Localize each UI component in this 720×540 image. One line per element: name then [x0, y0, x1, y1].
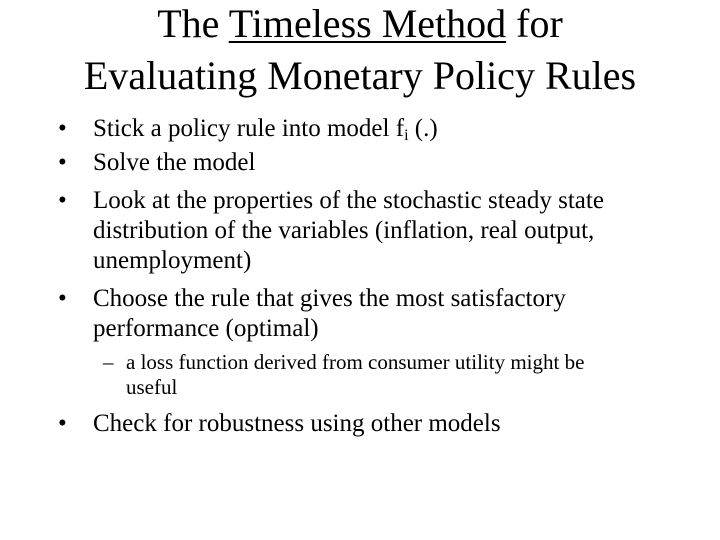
sub-bullet-line-1: a loss function derived from consumer utility might be — [126, 350, 585, 374]
title-prefix: The — [157, 1, 229, 46]
bullet-item-2: Solve the model — [93, 149, 256, 176]
sub-bullet-line-2: useful — [126, 375, 178, 399]
bullet-item-3-line-3: unemployment) — [93, 247, 252, 274]
bullet-marker: • — [58, 115, 67, 142]
sub-bullet-marker: – — [103, 350, 114, 374]
bullet-1-text: Stick a policy rule into model f — [93, 115, 405, 142]
bullet-1-subscript: i — [404, 127, 409, 144]
title-line-1 — [0, 0, 720, 48]
bullet-marker: • — [58, 149, 67, 176]
bullet-item-4-line-1: Choose the rule that gives the most satisfactory — [93, 285, 566, 312]
title-line-2: Evaluating Monetary Policy Rules — [83, 53, 637, 98]
bullet-marker: • — [58, 285, 67, 312]
bullet-item-4-line-2: performance (optimal) — [93, 315, 319, 342]
title-underlined-term: Timeless Method — [228, 1, 507, 46]
bullet-item-3-line-1: Look at the properties of the stochastic steady state — [93, 187, 604, 214]
bullet-marker: • — [58, 187, 67, 214]
bullet-1-suffix: (.) — [408, 115, 438, 142]
bullet-item-5: Check for robustness using other models — [93, 410, 501, 437]
bullet-item-1 — [93, 114, 438, 144]
slide-title — [0, 0, 720, 100]
title-suffix: for — [506, 1, 563, 46]
bullet-item-3-line-2: distribution of the variables (inflation, real output, — [93, 217, 595, 244]
bullet-marker: • — [58, 410, 67, 437]
